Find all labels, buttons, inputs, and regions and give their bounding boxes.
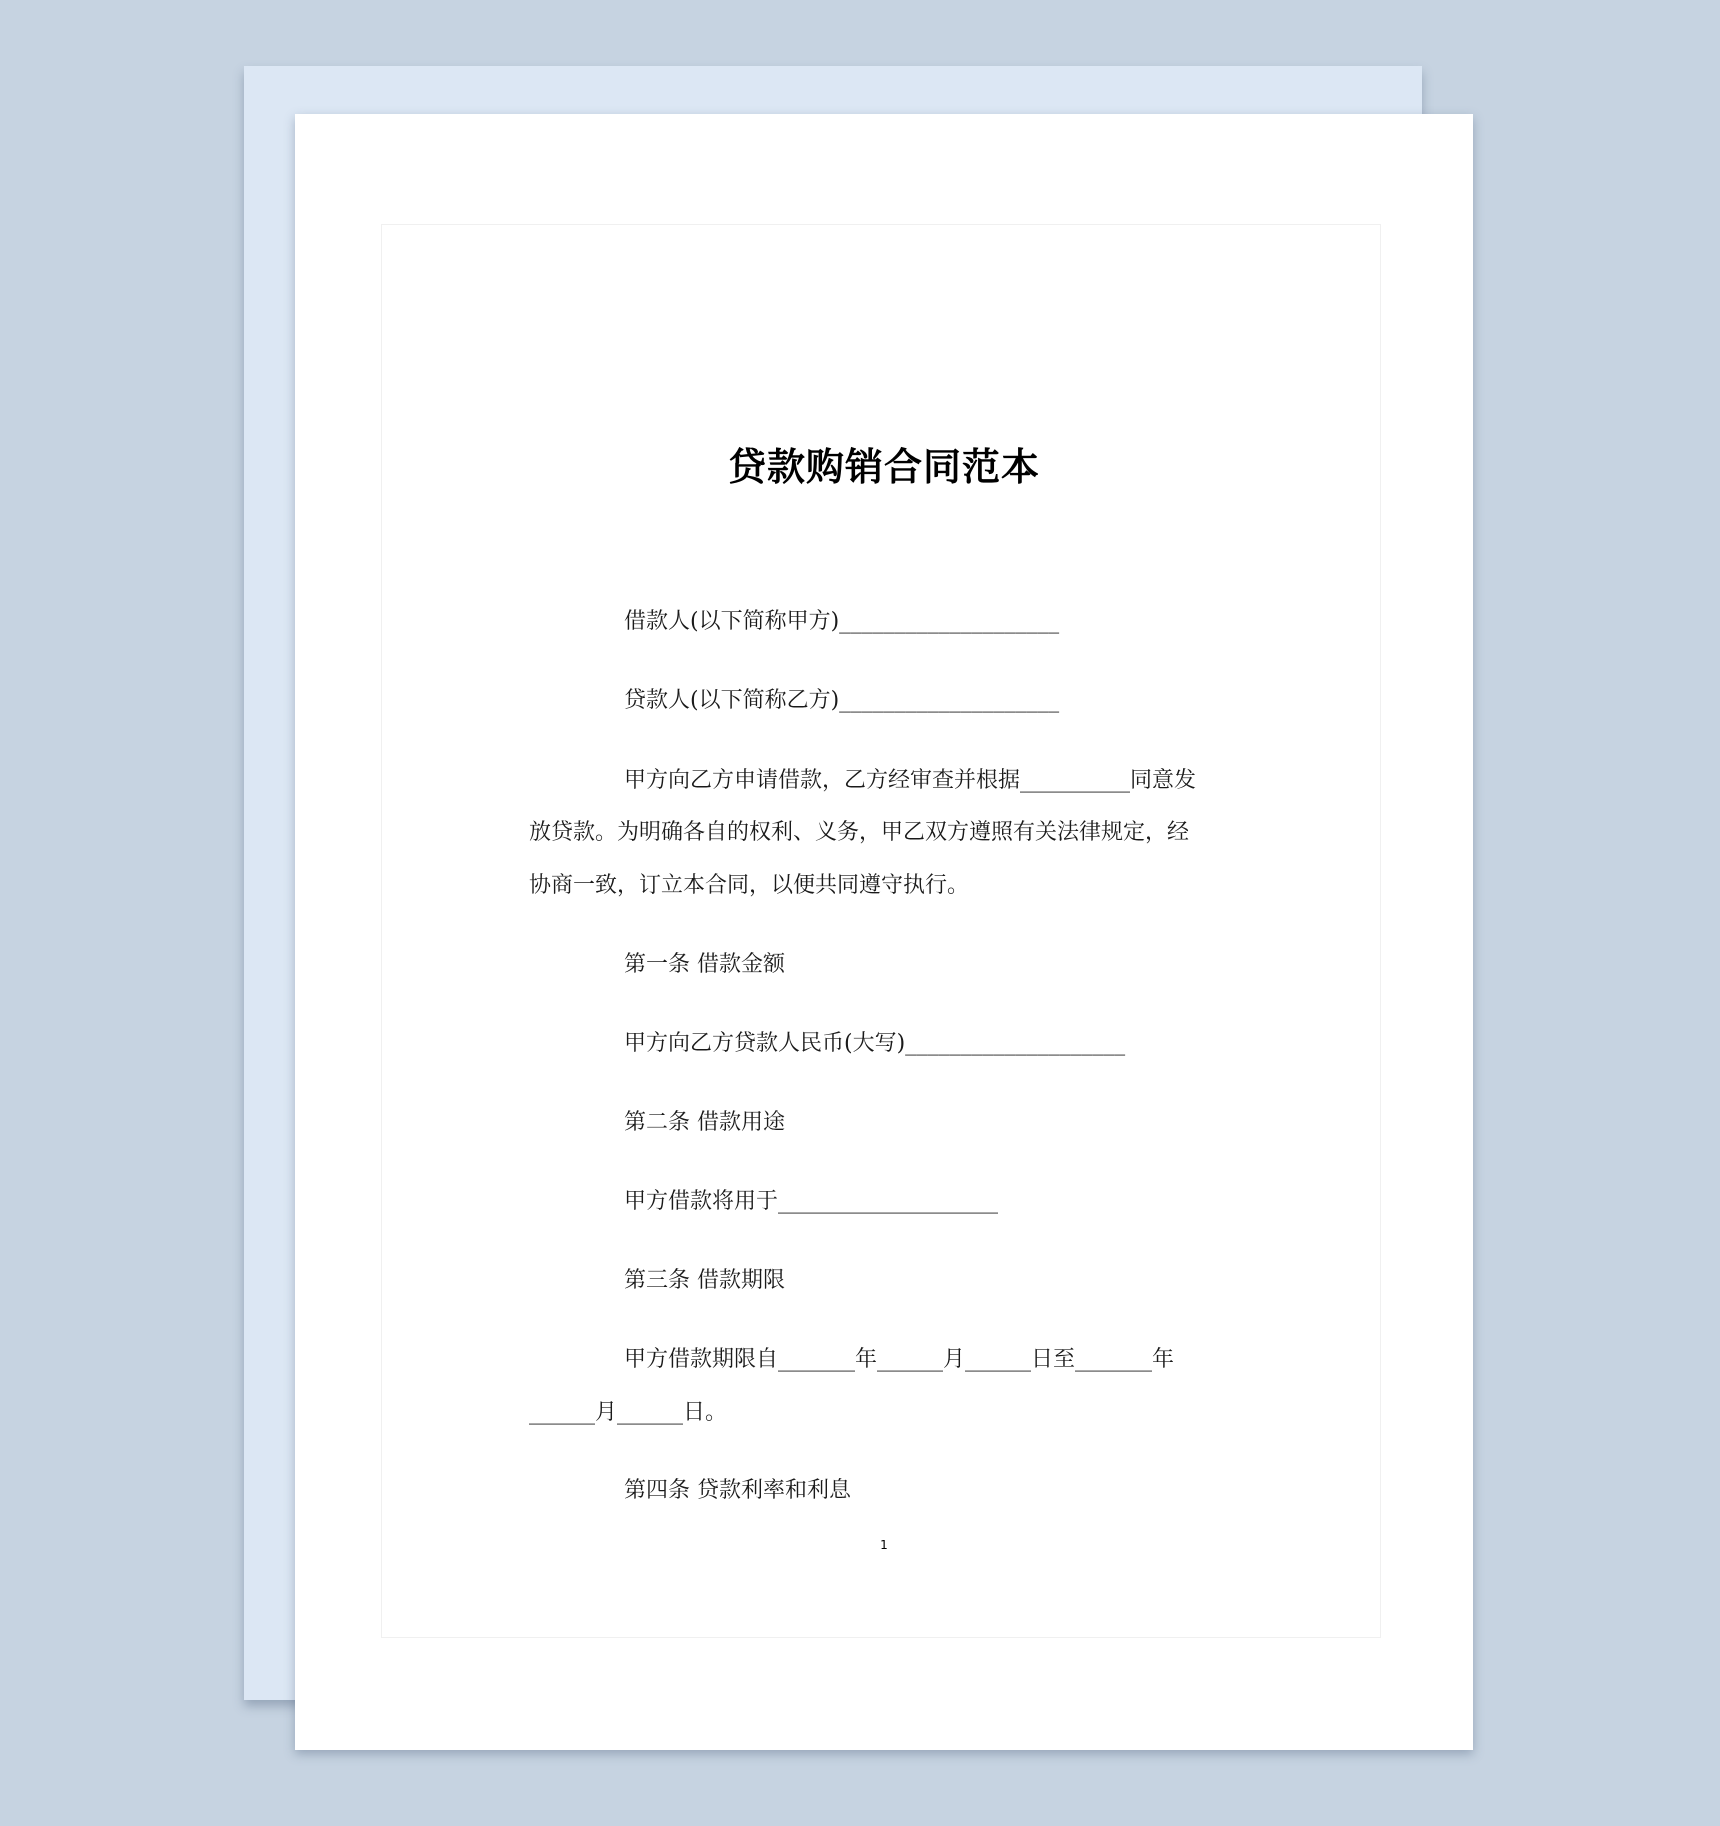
article-3-line-2: ______月______日。 <box>529 1400 728 1425</box>
document-title: 贷款购销合同范本 <box>727 445 1040 489</box>
article-3-line-1: 甲方借款期限自_______年______月______日至_______年 <box>624 1347 1175 1372</box>
article-2-heading: 第二条 借款用途 <box>624 1110 785 1135</box>
borrower-line: 借款人(以下简称甲方)____________________ <box>624 609 1060 634</box>
lender-line: 贷款人(以下简称乙方)____________________ <box>624 688 1060 713</box>
document-page <box>295 114 1473 1750</box>
article-4-heading: 第四条 贷款利率和利息 <box>624 1478 851 1503</box>
article-1-text: 甲方向乙方贷款人民币(大写)____________________ <box>624 1031 1126 1056</box>
article-1-heading: 第一条 借款金额 <box>624 952 785 977</box>
intro-line-1: 甲方向乙方申请借款，乙方经审查并根据__________同意发 <box>624 768 1197 793</box>
page-number: 1 <box>880 1538 888 1552</box>
article-3-heading: 第三条 借款期限 <box>624 1268 785 1293</box>
article-2-text: 甲方借款将用于____________________ <box>624 1189 999 1214</box>
intro-line-2: 放贷款。为明确各自的权利、义务，甲乙双方遵照有关法律规定，经 <box>529 820 1190 845</box>
intro-line-3: 协商一致，订立本合同，以便共同遵守执行。 <box>529 873 970 898</box>
